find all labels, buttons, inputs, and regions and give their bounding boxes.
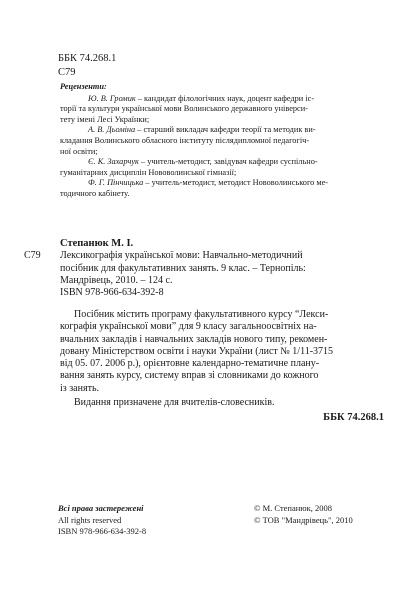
copyright-block <box>254 503 353 526</box>
reviewer-item <box>60 178 382 199</box>
abstract-line: вчальних закладів і навчальних закладів нового типу, рекомен- <box>60 333 328 345</box>
abstract-line: довану Міністерством освіти і науки України (лист № 1/11-3715 <box>60 345 334 357</box>
reviewer-desc-cont: ної освіти; <box>60 146 98 156</box>
reviewer-desc-cont: тету імені Лесі Українки; <box>60 114 150 124</box>
rights-block <box>58 503 146 538</box>
abstract-line: Посібник містить програму факультативного курсу “Лекси- <box>74 309 329 320</box>
reviewer-desc: – старший викладач кафедри теорії та методик ви- <box>135 125 316 135</box>
reviewer-name: А. В. Дьоміна <box>88 125 136 135</box>
reviewer-desc-cont: кладання Волинського обласного інституту післядипломної педагогіч- <box>60 135 310 145</box>
reviewer-name: Ю. В. Громик <box>88 93 136 103</box>
bibliographic-entry <box>24 238 384 299</box>
bbk-footer-code: ББК 74.268.1 <box>323 412 384 423</box>
entry-line: Лексикографія української мови: Навчально-методичний <box>60 250 303 262</box>
rights-en: All rights reserved <box>58 514 122 525</box>
bbk-header <box>58 52 116 80</box>
isbn-line: ISBN 978-966-634-392-8 <box>60 287 164 299</box>
reviewer-desc-cont: гуманітарних дисциплін Нововолинської гімназії; <box>60 167 237 177</box>
copyright-publisher: © ТОВ "Мандрівець", 2010 <box>254 514 353 525</box>
intended-audience: Видання призначене для вчителів-словесників. <box>74 397 275 409</box>
copyright-author: © М. Степанюк, 2008 <box>254 503 333 513</box>
reviewers-heading: Рецензенти: <box>60 82 107 91</box>
reviewer-desc: – учитель-методист, завідувач кафедри суспільно- <box>138 157 318 167</box>
abstract-line: вання занять курсу, систему вправ зі словниками до кожного <box>60 370 319 382</box>
author-name: Степанюк М. І. <box>60 238 134 249</box>
entry-line: посібник для факультативних занять. 9 клас. – Тернопіль: <box>60 262 306 274</box>
reviewers-block <box>60 82 382 200</box>
bbk-code: ББК 74.268.1 <box>58 53 117 64</box>
reviewer-item <box>60 125 382 157</box>
entry-line: Мандрівець, 2010. – 124 с. <box>60 274 173 286</box>
rights-ua: Всі права застережені <box>58 503 144 513</box>
reviewer-item <box>60 94 382 126</box>
abstract-line: із занять. <box>60 382 99 394</box>
reviewer-desc: – кандидат філологічних наук, доцент кафедри іс- <box>135 93 315 103</box>
abstract-line: кографія української мови” для 9 класу загальноосвітніх на- <box>60 321 317 333</box>
abstract-line: від 05. 07. 2006 р.), орієнтовне календарно-тематичне плану- <box>60 358 320 370</box>
entry-body <box>24 250 384 299</box>
udc-code: С79 <box>58 67 76 78</box>
entry-code: С79 <box>24 250 41 262</box>
footer-isbn: ISBN 978-966-634-392-8 <box>58 526 147 536</box>
reviewer-desc: – учитель-методист, методист Нововолинського ме- <box>143 178 329 188</box>
reviewer-desc-cont: торії та культури української мови Волинського державного універси- <box>60 104 308 114</box>
reviewer-name: Є. К. Захарчук <box>88 157 139 167</box>
reviewer-desc-cont: тодичного кабінету. <box>60 188 130 198</box>
abstract-block <box>60 309 384 409</box>
reviewer-item <box>60 157 382 178</box>
reviewer-name: Ф. Г. Пінчицька <box>88 178 144 188</box>
